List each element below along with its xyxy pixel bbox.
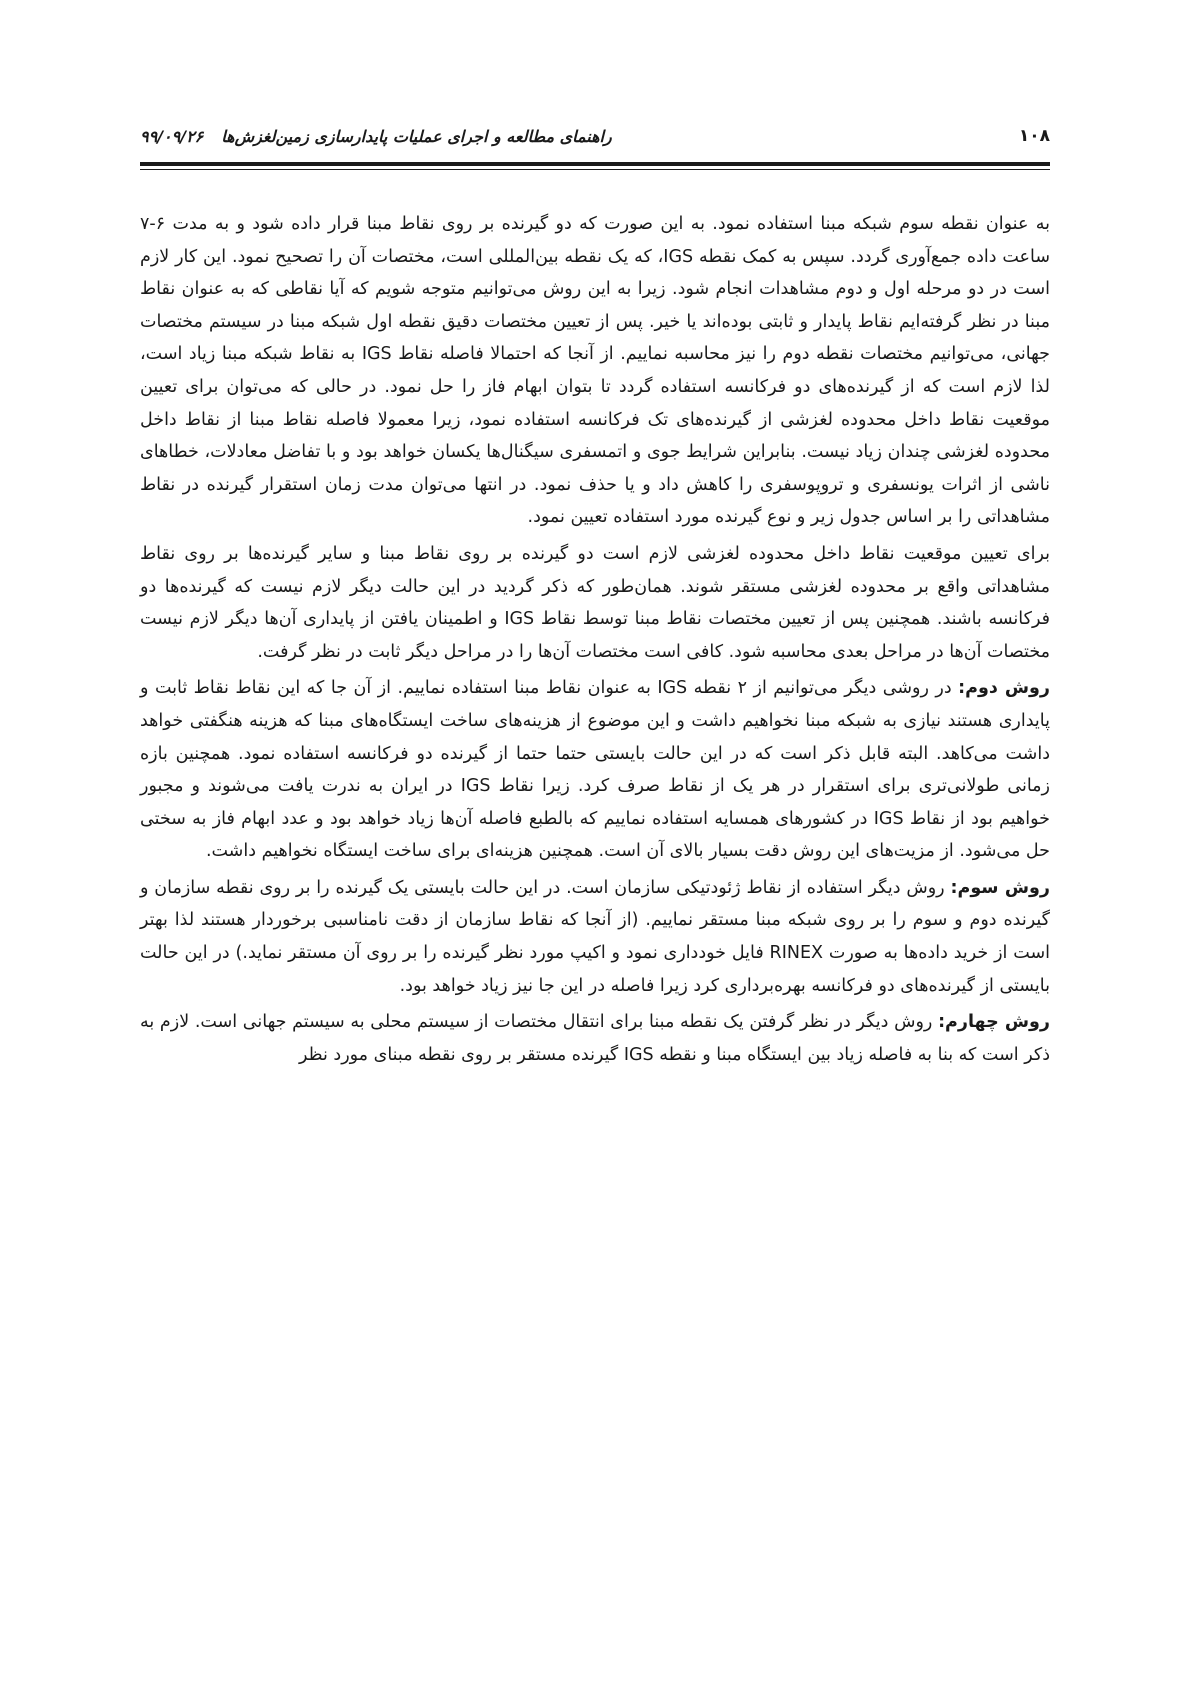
paragraph-text: به عنوان نقطه سوم شبکه مبنا استفاده نمود. به این صورت که دو گیرنده بر روی نقاط مبنا قرار داده شود و به مدت ۶-۷ ساعت داده جمع‌آوری گردد. سپس به کمک نقطه IGS، که یک نقطه بین‌المللی است، مختصات آن را تصحیح نمود. این کار لازم است در دو مرحله اول و دوم مشاهدات انجام شود. زیرا به این روش می‌توانیم متوجه شویم که آیا نقاطی که به عنوان نقاط مبنا در نظر گرفته‌ایم نقاط پایدار و ثابتی بوده‌اند یا خیر. پس از تعیین مختصات دقیق نقطه اول شبکه مبنا در سیستم مختصات جهانی، می‌توانیم مختصات نقطه دوم را نیز محاسبه نماییم. از آنجا که احتمالا فاصله نقاط IGS به نقاط شبکه مبنا زیاد است، لذا لازم است که از گیرنده‌های دو فرکانسه استفاده گردد تا بتوان ابهام فاز را حل نمود. در حالی که می‌توان برای تعیین موقعیت نقاط داخل محدوده لغزشی از گیرنده‌های تک فرکانسه استفاده نمود، زیرا معمولا فاصله نقاط مبنا از نقاط داخل محدوده لغزشی چندان زیاد نیست. بنابراین شرایط جوی و اتمسفری سیگنال‌ها یکسان خواهد بود و با تفاضل معادلات، خطاهای ناشی از اثرات یونسفری و تروپوسفری را کاهش داد و یا حذف نمود. در انتها می‌توان مدت زمان استقرار گیرنده در نقاط مشاهداتی را بر اساس جدول زیر و نوع گیرنده مورد استفاده تعیین نمود. xyxy=(140,214,1050,528)
header-title: راهنمای مطالعه و اجرای عملیات پایدارسازی زمین‌لغزش‌ها xyxy=(221,126,612,146)
paragraph-text: برای تعیین موقعیت نقاط داخل محدوده لغزشی لازم است دو گیرنده بر روی نقاط مبنا و سایر گیرنده‌ها بر روی نقاط مشاهداتی واقع بر محدوده لغزشی مستقر شوند. همان‌طور که ذکر گردید در این حالت دیگر لازم نیست که گیرنده‌ها دو فرکانسه باشند. همچنین پس از تعیین مختصات نقاط مبنا توسط نقاط IGS و اطمینان یافتن از پایداری آن‌ها دیگر لازم نیست مختصات آن‌ها در مراحل بعدی محاسبه شود. کافی است مختصات آن‌ها را در مراحل دیگر ثابت در نظر گرفت. xyxy=(140,543,1050,662)
header-rule-thick xyxy=(140,162,1050,166)
header-date: ۹۹/۰۹/۲۶ xyxy=(140,126,204,146)
paragraph-lead: روش دوم: xyxy=(958,678,1050,699)
paragraph-lead: روش سوم: xyxy=(950,877,1050,898)
page-header xyxy=(140,118,1050,154)
paragraph-lead: روش چهارم: xyxy=(938,1012,1051,1033)
paragraph-text: روش دیگر استفاده از نقاط ژئودتیکی سازمان است. در این حالت بایستی یک گیرنده را بر روی نقطه سازمان و گیرنده دوم و سوم را بر روی شبکه مبنا مستقر نماییم. (از آنجا که نقاط سازمان از دقت نامناسبی برخوردار هستند لذا بهتر است از خرید داده‌ها به صورت RINEX فایل خودداری نمود و اکیپ مورد نظر گیرنده را بر روی آن مستقر نماید.) در این حالت بایستی از گیرنده‌های دو فرکانسه بهره‌برداری کرد زیرا فاصله در این جا نیز زیاد خواهد بود. xyxy=(140,877,1050,996)
header-rule-thin xyxy=(140,169,1050,170)
paragraph-text: در روشی دیگر می‌توانیم از ۲ نقطه IGS به عنوان نقاط مبنا استفاده نماییم. از آن جا که این نقاط نقاط ثابت و پایداری هستند نیازی به شبکه مبنا نخواهیم داشت و این موضوع از هزینه‌های ساخت ایستگاه‌های مبنا که هزینه هنگفتی خواهد داشت می‌کاهد. البته قابل ذکر است که در این حالت بایستی حتما حتما از گیرنده دو فرکانسه استفاده نمود. همچنین بازه زمانی طولانی‌تری برای استقرار در هر یک از نقاط صرف کرد. زیرا نقاط IGS در ایران به ندرت یافت می‌شوند و مجبور خواهیم بود از نقاط IGS در کشورهای همسایه استفاده نماییم که بالطبع فاصله آن‌ها زیاد خواهد بود و عدد ابهام فاز به سختی حل می‌شود. از مزیت‌های این روش دقت بسیار بالای آن است. همچنین هزینه‌ای برای ساخت ایستگاه نخواهیم داشت. xyxy=(140,678,1050,862)
paragraph xyxy=(140,538,1050,668)
paragraph-text: روش دیگر در نظر گرفتن یک نقطه مبنا برای انتقال مختصات از سیستم محلی به سیستم جهانی است. لازم به ذکر است که بنا به فاصله زیاد بین ایستگاه مبنا و نقطه IGS گیرنده مستقر بر روی نقطه مبنای مورد نظر xyxy=(140,1012,1050,1065)
paragraph xyxy=(140,1006,1050,1071)
paragraph xyxy=(140,872,1050,1002)
running-title xyxy=(140,127,612,146)
page-number: ۱۰۸ xyxy=(1018,126,1050,146)
paragraph xyxy=(140,672,1050,868)
paragraph xyxy=(140,208,1050,534)
body-text xyxy=(140,208,1050,1075)
